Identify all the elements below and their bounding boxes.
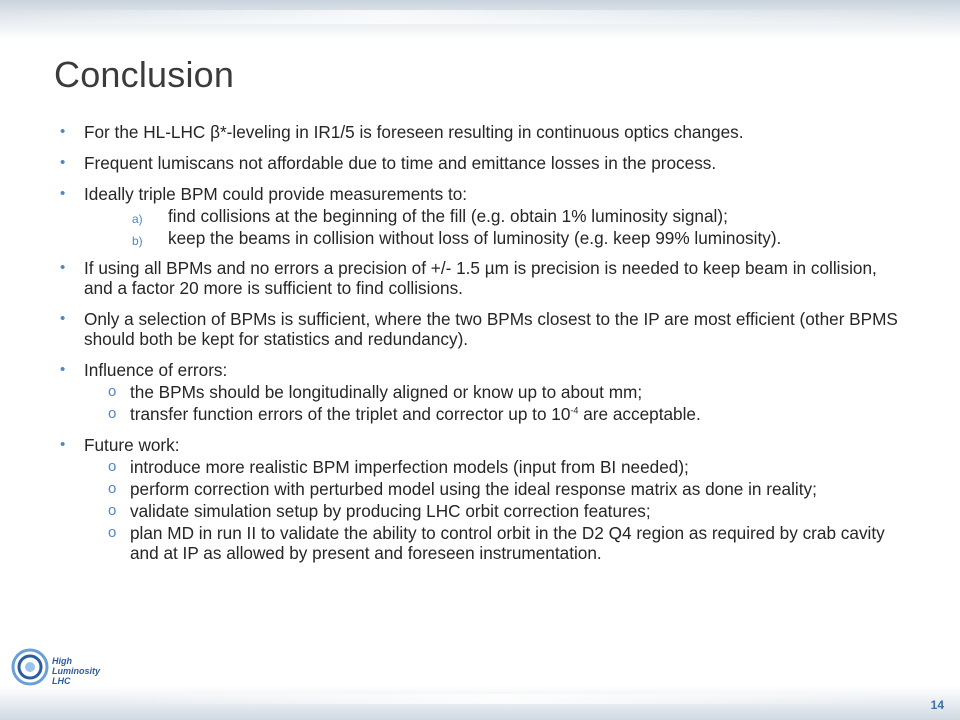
bullet-dot-icon: • — [60, 185, 66, 202]
sub-item — [60, 479, 910, 499]
sub-item-text: plan MD in run II to validate the ability to control orbit in the D2 Q4 region as required by crab cavity and at IP as allowed by present and foreseen instrumentation. — [130, 523, 885, 563]
sub-item-text: keep the beams in collision without loss of luminosity (e.g. keep 99% luminosity). — [168, 228, 782, 248]
bullet-item — [60, 122, 910, 142]
logo-line-3: LHC — [52, 676, 71, 686]
logo-line-1: High — [52, 656, 72, 666]
bullet-text: Frequent lumiscans not affordable due to time and emittance losses in the process. — [84, 153, 717, 173]
bullet-text: For the HL-LHC β*-leveling in IR1/5 is foreseen resulting in continuous optics changes. — [84, 122, 744, 142]
bullet-dot-icon: • — [60, 154, 66, 171]
sub-item-text: find collisions at the beginning of the fill (e.g. obtain 1% luminosity signal); — [168, 206, 728, 226]
bullet-text: Only a selection of BPMs is sufficient, where the two BPMs closest to the IP are most efficient (other BPMS should both be kept for statistics and redundancy). — [84, 309, 898, 349]
bullet-text: Influence of errors: — [84, 360, 228, 380]
sub-item — [60, 501, 910, 521]
sub-item-text: introduce more realistic BPM imperfection models (input from BI needed); — [130, 457, 689, 477]
bullet-item — [60, 258, 910, 298]
sub-item-marker: o — [108, 458, 117, 475]
bullet-dot-icon: • — [60, 361, 66, 378]
bullet-item — [60, 153, 910, 173]
sub-item — [60, 457, 910, 477]
sub-item-marker: o — [108, 383, 117, 400]
slide-title: Conclusion — [54, 54, 235, 95]
page-number: 14 — [930, 698, 944, 712]
sub-item — [60, 228, 910, 248]
sub-item — [60, 382, 910, 402]
sub-item-marker: o — [108, 524, 117, 541]
sub-item-text: the BPMs should be longitudinally aligned or know up to about mm; — [130, 382, 643, 402]
slide-content — [60, 122, 910, 574]
sub-item-text: validate simulation setup by producing LHC orbit correction features; — [130, 501, 651, 521]
bullet-item — [60, 184, 910, 248]
sub-item-text — [130, 404, 701, 424]
sub-item-marker: a) — [132, 212, 143, 226]
sub-item-text-after: are acceptable. — [578, 404, 701, 424]
bullet-item — [60, 309, 910, 349]
bullet-dot-icon: • — [60, 259, 66, 276]
superscript-exponent: -4 — [570, 405, 579, 416]
logo-wordmark — [52, 656, 100, 686]
bullet-item — [60, 435, 910, 563]
sub-item-marker: o — [108, 405, 117, 422]
sub-item-marker: o — [108, 480, 117, 497]
logo-line-2: Luminosity — [52, 666, 101, 676]
sub-item-marker: o — [108, 502, 117, 519]
bullet-text: If using all BPMs and no errors a precision of +/- 1.5 µm is precision is needed to keep beam in collision, and a factor 20 more is sufficient to find collisions. — [84, 258, 877, 298]
sub-item — [60, 523, 910, 563]
sub-item-text-before: transfer function errors of the triplet and corrector up to 10 — [130, 404, 571, 424]
bullet-text: Future work: — [84, 435, 180, 455]
bullet-dot-icon: • — [60, 436, 66, 453]
sub-item — [60, 206, 910, 226]
bullet-dot-icon: • — [60, 123, 66, 140]
sub-item-marker: b) — [132, 234, 143, 248]
bullet-dot-icon: • — [60, 310, 66, 327]
sub-item-text: perform correction with perturbed model using the ideal response matrix as done in reality; — [130, 479, 817, 499]
bullet-item — [60, 360, 910, 424]
bottom-decorative-band — [0, 686, 960, 720]
bullet-text: Ideally triple BPM could provide measurements to: — [84, 184, 468, 204]
sub-item — [60, 404, 910, 424]
top-decorative-band — [0, 0, 960, 40]
